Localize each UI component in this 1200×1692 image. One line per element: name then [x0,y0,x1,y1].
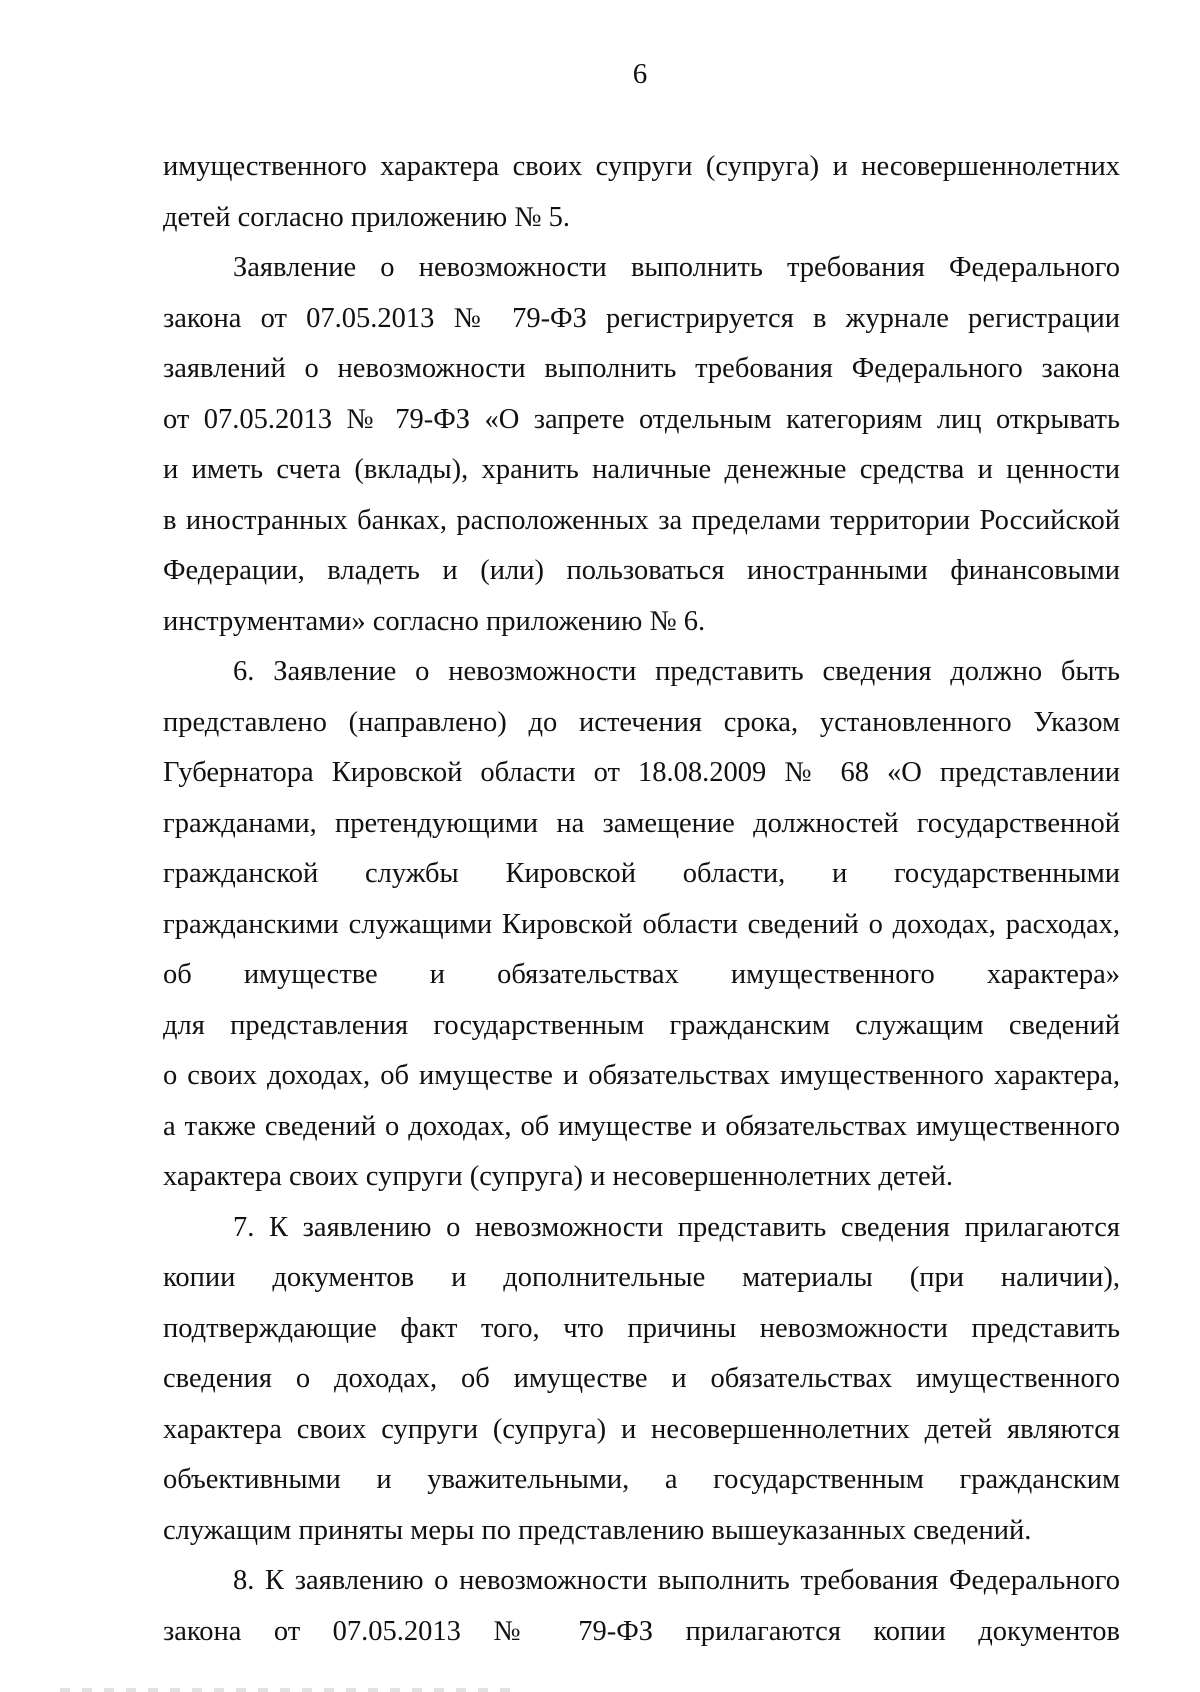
text-line: представлено (направлено) до истечения срока, установленного Указом [163,706,1120,738]
text-line: гражданами, претендующими на замещение должностей государственной [163,807,1120,839]
text-line: копии документов и дополнительные материалы (при наличии), [163,1262,1120,1293]
text-line: подтверждающие факт того, что причины невозможности представить [163,1312,1120,1344]
text-line: Губернатора Кировской области от 18.08.2009 № 68 «О представлении [163,757,1120,788]
text-line: служащим приняты меры по представлению вышеуказанных сведений. [163,1514,1032,1546]
text-line: имущественного характера своих супруги (супруга) и несовершеннолетних [163,151,1120,182]
page-number: 6 [632,58,648,90]
text-line: сведения о доходах, об имуществе и обязательствах имущественного [163,1363,1120,1394]
text-line: в иностранных банках, расположенных за пределами территории Российской [163,504,1120,536]
text-line: гражданскими служащими Кировской области сведений о доходах, расходах, [163,908,1120,940]
text-line: закона от 07.05.2013 № 79-ФЗ прилагаются копии документов [163,1615,1120,1647]
text-line: заявлений о невозможности выполнить требования Федерального закона [163,353,1120,384]
document-body [163,142,1120,1657]
text-line: а также сведений о доходах, об имуществе и обязательствах имущественного [163,1110,1120,1142]
text-line: для представления государственным гражданским служащим сведений [163,1009,1120,1041]
text-line: 6. Заявление о невозможности представить сведения должно быть [233,656,1120,687]
text-line: от 07.05.2013 № 79-ФЗ «О запрете отдельным категориям лиц открывать [163,403,1120,435]
text-line: закона от 07.05.2013 № 79-ФЗ регистрируется в журнале регистрации [163,302,1120,334]
text-line: Заявление о невозможности выполнить требования Федерального [233,252,1120,283]
text-line: детей согласно приложению № 5. [163,201,571,233]
text-line: характера своих супруги (супруга) и несовершеннолетних детей. [163,1161,954,1192]
text-line: инструментами» согласно приложению № 6. [163,605,706,637]
text-line: о своих доходах, об имуществе и обязательствах имущественного характера, [163,1060,1120,1091]
text-line: 8. К заявлению о невозможности выполнить требования Федерального [233,1565,1120,1596]
text-line: и иметь счета (вклады), хранить наличные денежные средства и ценности [163,454,1120,485]
text-line: 7. К заявлению о невозможности представить сведения прилагаются [233,1211,1120,1243]
scan-artifact [60,1688,520,1692]
text-line: гражданской службы Кировской области, и государственными [163,858,1120,889]
text-line: объективными и уважительными, а государственным гражданским [163,1464,1120,1495]
text-line: об имуществе и обязательствах имущественного характера» [163,959,1120,990]
text-line: характера своих супруги (супруга) и несовершеннолетних детей являются [163,1413,1120,1445]
text-line: Федерации, владеть и (или) пользоваться иностранными финансовыми [163,555,1120,586]
